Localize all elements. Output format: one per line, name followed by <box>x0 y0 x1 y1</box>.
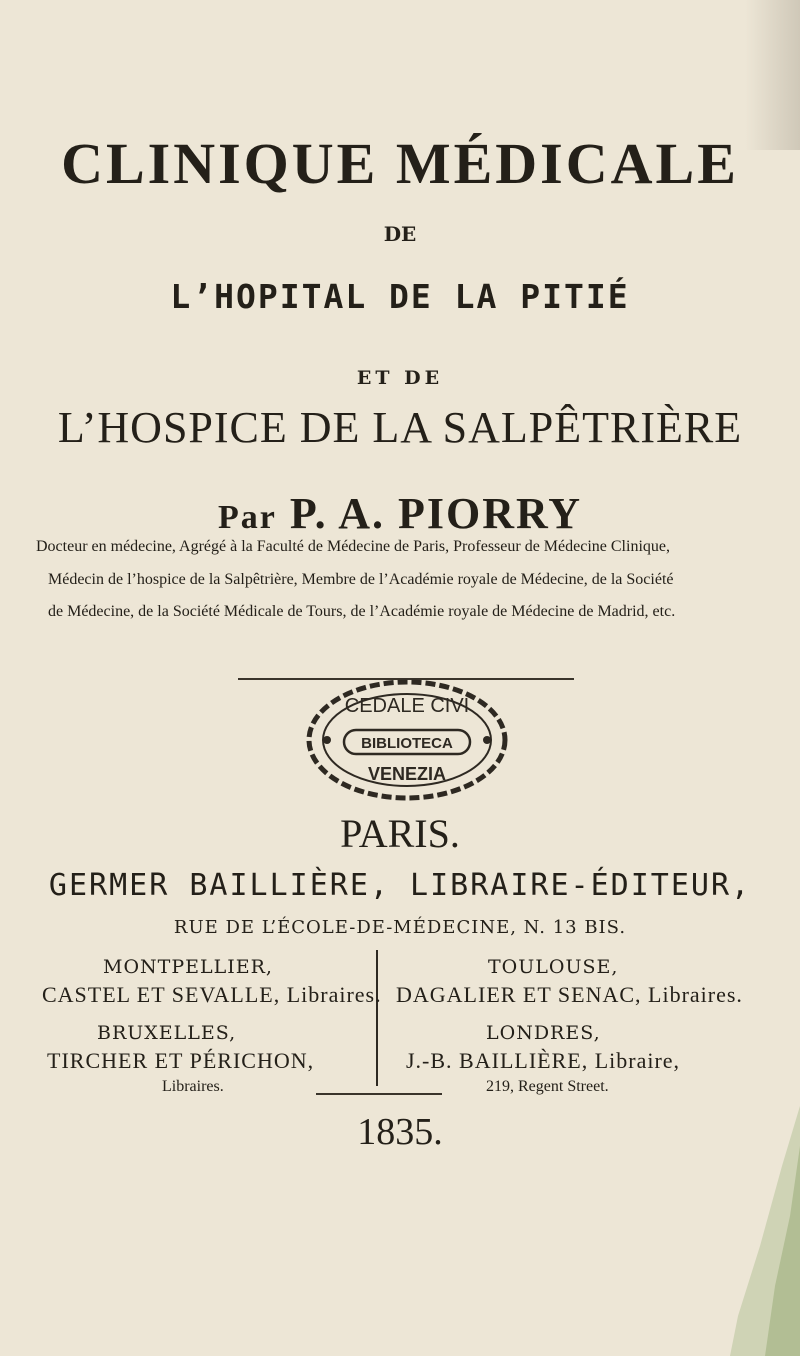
hospital-pitie: L’HOPITAL DE LA PITIÉ <box>170 277 630 316</box>
credentials-line-3: de Médecine, de la Société Médicale de Tours, de l’Académie royale de Médecine de Madrid, etc. <box>48 603 676 620</box>
divider-bottom <box>316 1093 442 1095</box>
city-bruxelles: BRUXELLES, <box>97 1022 237 1044</box>
names-bruxelles: TIRCHER ET PÉRICHON, <box>47 1048 315 1073</box>
title-de: DE <box>383 222 417 246</box>
author-name: P. A. PIORRY <box>289 489 583 538</box>
publisher-address: RUE DE L’ÉCOLE-DE-MÉDECINE, N. 13 BIS. <box>173 917 627 938</box>
names-montpellier: CASTEL ET SEVALLE, Libraires. <box>42 982 382 1007</box>
city-paris: PARIS. <box>340 811 460 856</box>
book-title: CLINIQUE MÉDICALE <box>61 131 739 196</box>
page-edge-shadow <box>745 0 800 150</box>
publication-year: 1835. <box>357 1111 443 1153</box>
svg-text:VENEZIA: VENEZIA <box>367 764 447 784</box>
city-toulouse: TOULOUSE, <box>488 956 619 978</box>
author-line <box>0 488 800 539</box>
credentials-line-1: Docteur en médecine, Agrégé à la Faculté de Médecine de Paris, Professeur de Médecine Clinique, <box>36 538 670 555</box>
column-divider <box>376 950 378 1086</box>
city-londres: LONDRES, <box>486 1022 601 1044</box>
author-prefix: Par <box>217 499 277 536</box>
names-toulouse: DAGALIER ET SENAC, Libraires. <box>396 982 743 1007</box>
publisher: GERMER BAILLIÈRE, LIBRAIRE-ÉDITEUR, <box>48 868 752 903</box>
svg-text:CEDALE CIVI: CEDALE CIVI <box>344 695 470 717</box>
note-londres: 219, Regent Street. <box>486 1078 609 1095</box>
title-et-de: ET DE <box>356 367 444 389</box>
names-londres: J.-B. BAILLIÈRE, Libraire, <box>406 1048 681 1073</box>
page-corner-stain <box>720 1106 800 1356</box>
library-stamp-emblem <box>302 678 512 813</box>
svg-text:BIBLIOTECA: BIBLIOTECA <box>361 735 453 752</box>
city-montpellier: MONTPELLIER, <box>103 956 273 978</box>
credentials-line-2: Médecin de l’hospice de la Salpêtrière, Membre de l’Académie royale de Médecine, de la Société <box>48 571 674 588</box>
note-bruxelles: Libraires. <box>162 1078 224 1095</box>
hospital-salpetriere: L’HOSPICE DE LA SALPÊTRIÈRE <box>57 403 743 452</box>
